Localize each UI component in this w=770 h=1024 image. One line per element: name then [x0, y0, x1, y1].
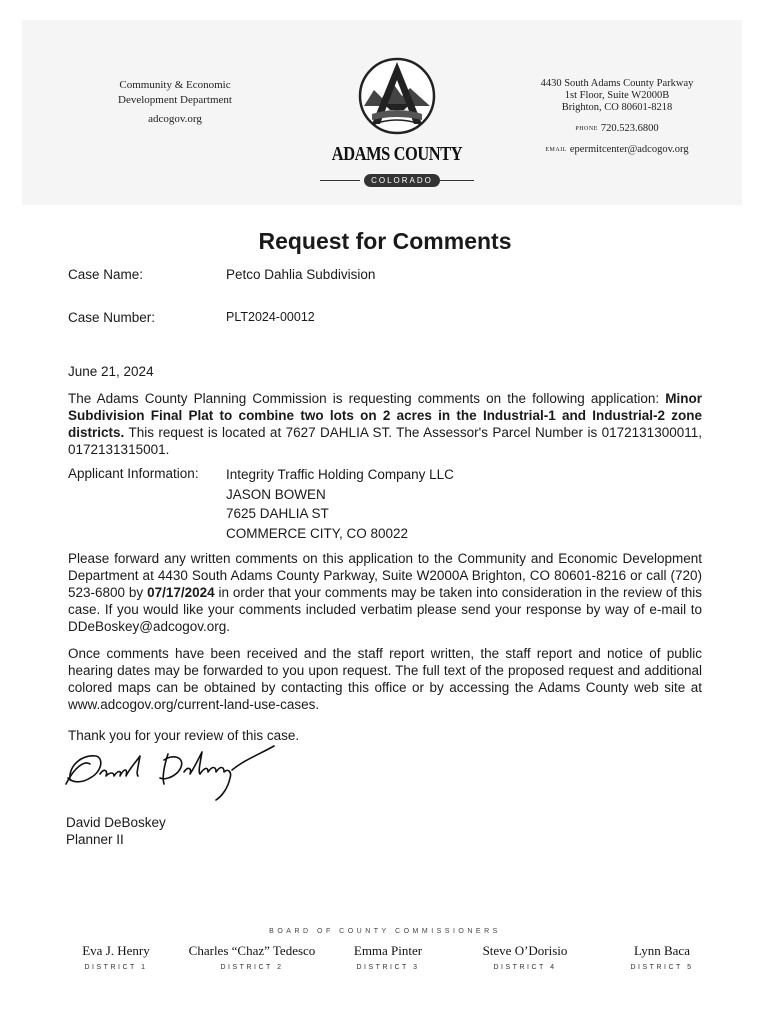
thank-you-line: Thank you for your review of this case. — [68, 728, 300, 743]
logo-state-badge: COLORADO — [364, 174, 440, 187]
address-line2: 1st Floor, Suite W2000B — [564, 90, 670, 101]
letterhead — [22, 20, 742, 205]
commissioner-name: Lynn Baca — [634, 943, 690, 958]
case-number-label: Case Number: — [68, 310, 156, 325]
commissioner-district-5 — [582, 943, 742, 971]
address-block — [517, 78, 717, 156]
case-name-label: Case Name: — [68, 267, 144, 282]
applicant-label: Applicant Information: — [68, 466, 199, 481]
p2-deadline: 07/17/2024 — [147, 585, 215, 600]
p1-location: This request is located at 7627 DAHLIA ST. The Assessor's Parcel Number is 0172131300011, 0172131315001. — [68, 425, 702, 457]
case-name-value: Petco Dahlia Subdivision — [226, 267, 376, 282]
email-address[interactable]: epermitcenter@adcogov.org — [569, 144, 689, 155]
email-label: EMAIL — [545, 147, 567, 153]
logo-county-name: ADAMS COUNTY — [331, 143, 463, 165]
phone-number: 720.523.6800 — [600, 123, 659, 134]
case-number-value: PLT2024-00012 — [226, 310, 315, 324]
applicant-block — [226, 466, 454, 544]
commissioner-name: Eva J. Henry — [82, 943, 150, 958]
signer-block — [66, 814, 166, 848]
commissioner-district-4 — [445, 943, 605, 971]
handwritten-signature — [60, 738, 290, 810]
commissioner-district: DISTRICT 1 — [84, 964, 148, 971]
applicant-contact: JASON BOWEN — [226, 486, 326, 502]
commissioner-name: Emma Pinter — [353, 943, 423, 958]
dept-line2: Development Department — [118, 94, 232, 106]
applicant-street: 7625 DAHLIA ST — [226, 506, 329, 521]
applicant-company: Integrity Traffic Holding Company LLC — [226, 467, 454, 482]
logo-rule-right — [434, 180, 474, 181]
paragraph-instructions — [68, 550, 702, 635]
commissioner-name: Steve O’Dorisio — [482, 943, 568, 958]
logo-rule-left — [320, 180, 360, 181]
email-line — [517, 144, 717, 156]
p2-start: Please forward any written comments on this application to the Community and Economic Development Department at 4430 South Adams County Parkway, Suite W2000A Brighton, CO 80601-8216 or call (720) 523-6800 by — [68, 551, 702, 600]
document-title: Request for Comments — [258, 228, 512, 254]
phone-line — [517, 123, 717, 135]
paragraph-application — [68, 390, 702, 458]
commissioner-district: DISTRICT 2 — [220, 964, 284, 971]
p1-intro: The Adams County Planning Commission is requesting comments on the following application: — [68, 391, 666, 406]
dept-website: adcogov.org — [148, 113, 202, 125]
address-line3: Brighton, CO 80601-8218 — [561, 102, 673, 113]
p2-end: in order that your comments may be taken into consideration in the review of this case. If you would like your comments included verbatim please send your response by way of e-mail to DDeBoskey@adcogov.org. — [68, 585, 702, 634]
adams-county-logo — [312, 48, 482, 188]
logo-emblem-icon — [312, 48, 482, 143]
commissioner-district-3 — [308, 943, 468, 971]
phone-label: PHONE — [575, 126, 598, 132]
applicant-city: COMMERCE CITY, CO 80022 — [226, 525, 409, 541]
commissioner-district: DISTRICT 4 — [493, 964, 557, 971]
p1-application-description: Minor Subdivision Final Plat to combine two lots on 2 acres in the Industrial-1 and Industrial-2 zone districts. — [68, 391, 702, 440]
board-title: BOARD OF COUNTY COMMISSIONERS — [269, 928, 501, 935]
address-line1: 4430 South Adams County Parkway — [540, 78, 694, 89]
commissioner-name: Charles “Chaz” Tedesco — [188, 943, 316, 958]
department-block — [100, 78, 250, 127]
dept-line1: Community & Economic — [119, 79, 231, 91]
commissioner-district: DISTRICT 3 — [356, 964, 420, 971]
commissioner-district: DISTRICT 5 — [630, 964, 694, 971]
letter-date: June 21, 2024 — [68, 364, 154, 379]
signer-name: David DeBoskey — [66, 815, 166, 830]
signer-title: Planner II — [66, 832, 124, 847]
paragraph-staff-report: Once comments have been received and the staff report written, the staff report and notice of public hearing dates may be forwarded to you upon request. The full text of the proposed request and additional colored maps can be obtained by contacting this office or by accessing the Adams County web site at www.adcogov.org/current-land-use-cases. — [68, 646, 702, 712]
